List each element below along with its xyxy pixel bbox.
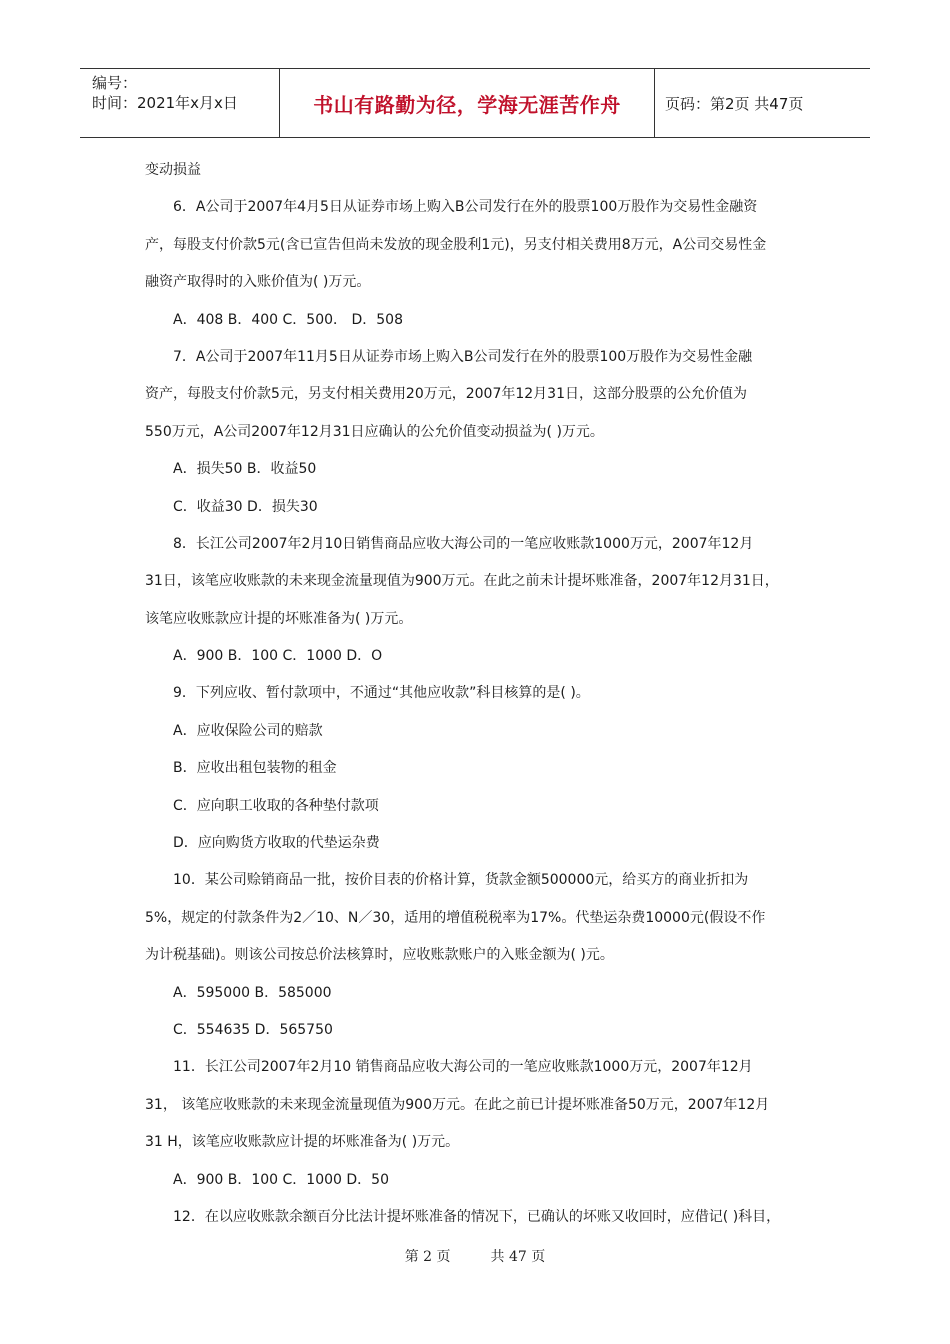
text-line: 7．A公司于2007年11月5日从证券市场上购入B公司发行在外的股票100万股作为交易性金融 xyxy=(173,348,753,365)
footer-total-pages: 共 47 页 xyxy=(490,1249,546,1265)
text-line: 6．A公司于2007年4月5日从证券市场上购入B公司发行在外的股票100万股作为交易性金融资 xyxy=(173,199,758,216)
text-line: A．损失50 B．收益50 xyxy=(173,461,317,478)
text-line: A．900 B．100 C．1000 D．50 xyxy=(173,1171,389,1188)
document-body xyxy=(145,152,815,1236)
text-line: 9．下列应收、暂付款项中，不通过“其他应收款”科目核算的是( )。 xyxy=(173,685,590,702)
text-line: C．收益30 D．损失30 xyxy=(173,498,318,515)
text-line: B．应收出租包装物的租金 xyxy=(173,760,337,777)
footer-page-number: 第 2 页 xyxy=(404,1249,451,1265)
text-line: D．应向购货方收取的代垫运杂费 xyxy=(173,835,380,852)
text-line: 31日，该笔应收账款的未来现金流量现值为900万元。在此之前未计提坏账准备，2007年12月31日， xyxy=(145,573,779,590)
text-line: A．900 B．100 C．1000 D．O xyxy=(173,648,383,665)
text-line: C．应向职工收取的各种垫付款项 xyxy=(173,797,379,814)
text-line: 产，每股支付价款5元(含已宣告但尚未发放的现金股利1元)，另支付相关费用8万元，A公司交易性金 xyxy=(145,236,767,253)
text-line: 为计税基础)。则该公司按总价法核算时，应收账款账户的入账金额为( )元。 xyxy=(145,947,614,964)
text-line: 31 H，该笔应收账款应计提的坏账准备为( )万元。 xyxy=(145,1134,460,1151)
text-line: C．554635 D．565750 xyxy=(173,1021,333,1038)
number-label: 编号： xyxy=(92,74,138,92)
text-line: 11．长江公司2007年2月10 销售商品应收大海公司的一笔应收账款1000万元，2007年12月 xyxy=(173,1059,753,1076)
text-line: 该笔应收账款应计提的坏账准备为( )万元。 xyxy=(145,610,413,627)
text-line: A．595000 B．585000 xyxy=(173,984,332,1001)
text-line: 550万元，A公司2007年12月31日应确认的公允价值变动损益为( )万元。 xyxy=(145,423,604,440)
text-line: 变动损益 xyxy=(145,162,201,178)
text-line: 5%，规定的付款条件为2／10、N／30，适用的增值税税率为17%。代垫运杂费10000元(假设不作 xyxy=(145,909,766,926)
text-line: 12．在以应收账款余额百分比法计提坏账准备的情况下，已确认的坏账又收回时，应借记( )科目， xyxy=(173,1208,781,1225)
text-line: 资产，每股支付价款5元，另支付相关费用20万元，2007年12月31日，这部分股票的公允价值为 xyxy=(145,386,747,403)
header-meta xyxy=(80,69,280,137)
header-motto: 书山有路勤为径，学海无涯苦作舟 xyxy=(280,69,655,137)
text-line: A．应收保险公司的赔款 xyxy=(173,722,323,739)
header-page-info: 页码：第2页 共47页 xyxy=(665,94,804,113)
text-line: 10．某公司赊销商品一批，按价目表的价格计算，货款金额500000元，给买方的商业折扣为 xyxy=(173,872,749,889)
time-label: 时间：2021年x月x日 xyxy=(92,94,238,112)
text-line: 8．长江公司2007年2月10日销售商品应收大海公司的一笔应收账款1000万元，2007年12月 xyxy=(173,535,754,552)
text-line: 融资产取得时的入账价值为( )万元。 xyxy=(145,274,371,291)
text-line: 31， 该笔应收账款的未来现金流量现值为900万元。在此之前已计提坏账准备50万元，2007年12月 xyxy=(145,1096,770,1113)
text-line: A．408 B．400 C．500． D．508 xyxy=(173,311,403,328)
page-footer xyxy=(0,1246,950,1266)
page-header xyxy=(80,68,870,138)
